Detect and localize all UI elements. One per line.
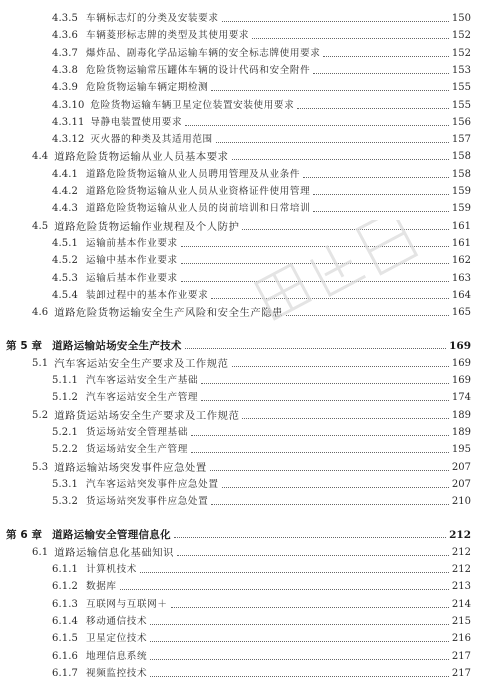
entry-number: 6.1.3 xyxy=(52,598,78,610)
entry-title: 计算机技术 xyxy=(86,564,137,575)
entry-number: 4.3.10 xyxy=(52,99,85,111)
dot-leader xyxy=(211,503,449,505)
dot-leader xyxy=(201,399,449,401)
toc-entry-section[interactable] xyxy=(32,304,471,322)
entry-page-number: 159 xyxy=(451,203,471,215)
entry-number: 第 6 章 xyxy=(6,529,43,542)
toc-entry-sub[interactable] xyxy=(52,630,471,648)
entry-number: 4.5.1 xyxy=(52,237,78,249)
entry-number: 4.5 xyxy=(32,220,49,232)
entry-title: 地理信息系统 xyxy=(86,650,148,662)
toc-entry-sub[interactable] xyxy=(52,27,471,45)
dot-leader xyxy=(210,469,449,471)
entry-page-number: 212 xyxy=(449,529,471,542)
dot-leader xyxy=(252,37,449,39)
entry-title: 道路危险货物运输从业人员基本要求 xyxy=(54,151,229,164)
entry-number: 5.1 xyxy=(32,357,49,369)
entry-page-number: 215 xyxy=(451,615,471,627)
entry-title: 汽车客运站安全生产基础 xyxy=(86,375,199,386)
entry-title: 货运场站突发事件应急处置 xyxy=(86,496,209,508)
dot-leader xyxy=(191,451,449,453)
dot-leader xyxy=(181,280,449,282)
toc-entry-sub[interactable] xyxy=(52,235,471,253)
dot-leader xyxy=(216,141,449,143)
entry-title: 汽车客运站安全生产要求及工作规范 xyxy=(54,357,229,370)
entry-title: 视频监控技术 xyxy=(86,667,148,679)
dot-leader xyxy=(185,347,446,349)
dot-leader xyxy=(181,262,449,264)
entry-page-number: 217 xyxy=(451,650,471,662)
entry-page-number: 216 xyxy=(451,633,471,645)
dot-leader xyxy=(303,176,449,178)
entry-page-number: 153 xyxy=(451,64,471,76)
dot-leader xyxy=(174,536,446,538)
entry-number: 4.4.3 xyxy=(52,203,78,215)
entry-number: 4.6 xyxy=(32,307,49,319)
entry-page-number: 207 xyxy=(451,461,471,473)
entry-page-number: 210 xyxy=(451,496,471,508)
entry-number: 5.3 xyxy=(32,461,49,473)
dot-leader xyxy=(232,365,449,367)
entry-page-number: 162 xyxy=(451,255,471,267)
entry-page-number: 157 xyxy=(451,134,471,146)
entry-number: 6.1.7 xyxy=(52,667,78,679)
toc-entry-section[interactable] xyxy=(32,355,471,373)
entry-page-number: 174 xyxy=(451,392,471,404)
entry-title: 装卸过程中的基本作业要求 xyxy=(86,289,209,301)
entry-number: 5.3.1 xyxy=(52,478,78,490)
toc-entry-sub[interactable] xyxy=(52,476,471,494)
entry-title: 道路货运站场安全生产要求及工作规范 xyxy=(54,409,240,422)
entry-page-number: 212 xyxy=(451,564,471,575)
entry-number: 6.1.2 xyxy=(52,581,78,593)
entry-title: 道路危险货物运输从业人员从业资格证件使用管理 xyxy=(86,186,311,197)
entry-number: 4.5.4 xyxy=(52,289,78,301)
dot-leader xyxy=(323,55,448,57)
entry-title: 车辆菱形标志牌的类型及其使用要求 xyxy=(86,30,250,42)
toc-entry-sub[interactable] xyxy=(52,200,471,218)
dot-leader xyxy=(150,623,449,625)
entry-title: 运输前基本作业要求 xyxy=(86,237,178,249)
entry-number: 5.3.2 xyxy=(52,496,78,508)
entry-title: 道路危险货物运输作业规程及个人防护 xyxy=(54,220,240,233)
entry-number: 5.2.1 xyxy=(52,426,78,438)
toc-entry-sub[interactable] xyxy=(52,183,471,201)
dot-leader xyxy=(191,434,449,436)
dot-leader xyxy=(150,658,449,660)
entry-page-number: 161 xyxy=(451,237,471,249)
entry-number: 4.4.1 xyxy=(52,168,78,180)
dot-leader xyxy=(201,382,449,384)
dot-leader xyxy=(286,314,449,316)
entry-title: 道路危险货物运输从业人员的岗前培训和日常培训 xyxy=(86,203,311,215)
entry-title: 汽车客运站安全生产管理 xyxy=(86,392,199,404)
toc-entry-sub[interactable] xyxy=(52,10,471,28)
toc-entry-sub[interactable] xyxy=(52,131,471,149)
entry-number: 4.5.2 xyxy=(52,255,78,267)
entry-page-number: 164 xyxy=(451,289,471,301)
entry-page-number: 165 xyxy=(451,307,471,319)
dot-leader xyxy=(120,588,449,590)
entry-number: 第 5 章 xyxy=(6,340,43,353)
toc-entry-sub[interactable] xyxy=(52,441,471,459)
toc-entry-sub[interactable] xyxy=(52,389,471,407)
toc-entry-section[interactable] xyxy=(32,459,471,477)
entry-page-number: 212 xyxy=(451,546,471,558)
entry-number: 5.2 xyxy=(32,409,49,421)
toc-entry-sub[interactable] xyxy=(52,79,471,97)
entry-title: 危险货物运输常压罐体车辆的设计代码和安全附件 xyxy=(86,64,311,76)
entry-title: 货运场站安全管理基础 xyxy=(86,426,188,438)
entry-page-number: 189 xyxy=(451,409,471,421)
toc-entry-sub[interactable] xyxy=(52,45,471,63)
dot-leader xyxy=(140,571,449,573)
entry-number: 6.1 xyxy=(32,546,49,558)
entry-title: 道路危险货物运输安全生产风险和安全生产隐患 xyxy=(54,307,284,320)
entry-title: 车辆标志灯的分类及安装要求 xyxy=(86,13,219,24)
dot-leader xyxy=(313,72,449,74)
toc-entry-sub[interactable] xyxy=(52,613,471,631)
entry-page-number: 169 xyxy=(449,340,471,353)
toc-entry-sub[interactable] xyxy=(52,166,471,184)
toc-entry-sub[interactable] xyxy=(52,596,471,614)
entry-page-number: 195 xyxy=(451,444,471,456)
entry-page-number: 158 xyxy=(451,151,471,163)
entry-number: 4.3.12 xyxy=(52,134,85,146)
toc-entry-sub[interactable] xyxy=(52,424,471,442)
dot-leader xyxy=(313,210,449,212)
entry-page-number: 213 xyxy=(451,581,471,593)
entry-number: 4.3.8 xyxy=(52,64,78,76)
dot-leader xyxy=(150,675,449,677)
toc-entry-sub[interactable] xyxy=(52,561,471,579)
entry-title: 卫星定位技术 xyxy=(86,633,148,645)
dot-leader xyxy=(222,20,449,22)
toc-entry-section[interactable] xyxy=(32,544,471,562)
entry-number: 6.1.5 xyxy=(52,633,78,645)
entry-page-number: 169 xyxy=(451,375,471,386)
entry-number: 6.1.1 xyxy=(52,564,78,575)
entry-number: 4.3.7 xyxy=(52,47,78,59)
entry-page-number: 155 xyxy=(451,99,471,111)
entry-number: 4.3.5 xyxy=(52,13,78,24)
entry-page-number: 189 xyxy=(451,426,471,438)
entry-title: 互联网与互联网＋ xyxy=(86,598,168,610)
toc-entry-section[interactable] xyxy=(32,148,471,166)
entry-title: 灭火器的种类及其适用范围 xyxy=(90,134,213,146)
dot-leader xyxy=(242,228,448,230)
entry-page-number: 152 xyxy=(451,30,471,42)
dot-leader xyxy=(185,124,449,126)
dot-leader xyxy=(211,297,449,299)
entry-title: 移动通信技术 xyxy=(86,615,148,627)
dot-leader xyxy=(297,107,449,109)
dot-leader xyxy=(313,193,449,195)
entry-number: 4.3.6 xyxy=(52,30,78,42)
dot-leader xyxy=(171,606,449,608)
toc-entry-sub[interactable] xyxy=(52,665,471,683)
entry-page-number: 161 xyxy=(451,220,471,232)
entry-title: 运输后基本作业要求 xyxy=(86,272,178,284)
dot-leader xyxy=(181,245,449,247)
dot-leader xyxy=(150,640,449,642)
toc-entry-sub[interactable] xyxy=(52,252,471,270)
entry-page-number: 207 xyxy=(451,478,471,490)
dot-leader xyxy=(177,554,449,556)
toc-entry-sub[interactable] xyxy=(52,270,471,288)
entry-page-number: 158 xyxy=(451,168,471,180)
toc-entry-sub[interactable] xyxy=(52,493,471,511)
entry-title: 危险货物运输车辆卫星定位装置安装使用要求 xyxy=(90,99,295,111)
entry-number: 5.1.1 xyxy=(52,375,78,386)
entry-title: 道路运输站场突发事件应急处置 xyxy=(54,461,207,474)
toc-entry-sub[interactable] xyxy=(52,62,471,80)
entry-number: 6.1.6 xyxy=(52,650,78,662)
entry-title: 道路危险货物运输从业人员聘用管理及从业条件 xyxy=(86,168,301,180)
dot-leader xyxy=(242,417,448,419)
toc-entry-sub[interactable] xyxy=(52,648,471,666)
entry-title: 爆炸品、剧毒化学品运输车辆的安全标志牌使用要求 xyxy=(86,47,321,59)
entry-page-number: 169 xyxy=(451,357,471,369)
entry-number: 5.1.2 xyxy=(52,392,78,404)
toc-entry-chapter[interactable] xyxy=(6,526,471,544)
entry-title: 道路运输信息化基础知识 xyxy=(54,546,175,559)
entry-page-number: 217 xyxy=(451,667,471,679)
toc-entry-sub[interactable] xyxy=(52,372,471,390)
entry-title: 道路运输站场安全生产技术 xyxy=(52,340,182,353)
entry-page-number: 156 xyxy=(451,116,471,128)
toc-entry-sub[interactable] xyxy=(52,114,471,132)
toc-entry-sub[interactable] xyxy=(52,578,471,596)
entry-page-number: 214 xyxy=(451,598,471,610)
dot-leader xyxy=(232,158,449,160)
dot-leader xyxy=(222,486,449,488)
entry-title: 道路运输安全管理信息化 xyxy=(52,529,171,542)
entry-number: 4.3.9 xyxy=(52,82,78,94)
entry-page-number: 155 xyxy=(451,82,471,94)
entry-number: 4.4.2 xyxy=(52,186,78,197)
entry-number: 4.4 xyxy=(32,151,49,163)
entry-title: 货运场站安全生产管理 xyxy=(86,444,188,456)
entry-number: 4.3.11 xyxy=(52,116,85,128)
toc-entry-section[interactable] xyxy=(32,407,471,425)
entry-title: 汽车客运站突发事件应急处置 xyxy=(86,478,219,490)
entry-number: 5.2.2 xyxy=(52,444,78,456)
entry-title: 导静电装置使用要求 xyxy=(90,116,183,128)
entry-title: 运输中基本作业要求 xyxy=(86,255,178,267)
toc-entry-sub[interactable] xyxy=(52,287,471,305)
toc-entry-section[interactable] xyxy=(32,218,471,236)
entry-title: 数据库 xyxy=(86,581,117,593)
entry-number: 4.5.3 xyxy=(52,272,78,284)
entry-page-number: 152 xyxy=(451,47,471,59)
dot-leader xyxy=(211,89,449,91)
entry-page-number: 159 xyxy=(451,186,471,197)
entry-page-number: 150 xyxy=(451,13,471,24)
entry-page-number: 163 xyxy=(451,272,471,284)
toc-entry-sub[interactable] xyxy=(52,97,471,115)
entry-title: 危险货物运输车辆定期检测 xyxy=(86,82,209,94)
entry-number: 6.1.4 xyxy=(52,615,78,627)
toc-entry-chapter[interactable] xyxy=(6,337,471,355)
